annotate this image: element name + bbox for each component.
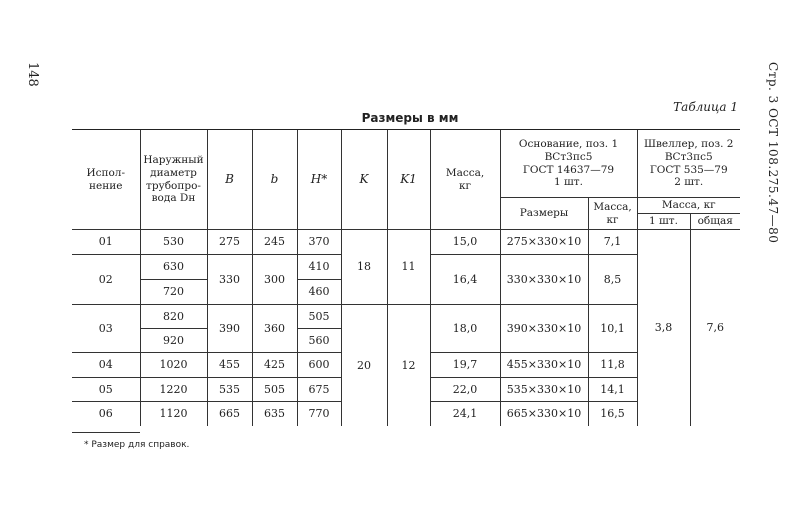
page-number: 148	[25, 62, 40, 87]
cell-isp: 05	[72, 378, 140, 402]
header-B: B	[207, 130, 252, 230]
cell-b: 425	[252, 353, 297, 378]
header-ispolnenie: Испол- нение	[72, 130, 140, 230]
header-shveller: Швеллер, поз. 2 ВСт3пс5 ГОСТ 535—79 2 шт.	[637, 130, 740, 198]
cell-diameter: 920	[140, 329, 207, 353]
cell-massa: 22,0	[430, 378, 500, 402]
table-row	[72, 230, 740, 255]
cell-diameter: 530	[140, 230, 207, 255]
cell-isp: 01	[72, 230, 140, 255]
cell-isp: 03	[72, 305, 140, 353]
cell-K-merged: 20	[341, 305, 387, 426]
cell-diameter: 720	[140, 280, 207, 305]
cell-b: 505	[252, 378, 297, 402]
cell-diameter: 1020	[140, 353, 207, 378]
cell-B: 390	[207, 305, 252, 353]
cell-razmery: 455×330×10	[500, 353, 588, 378]
cell-shv-one-merged: 3,8	[637, 230, 690, 426]
cell-massa: 15,0	[430, 230, 500, 255]
cell-K1-merged: 11	[387, 230, 430, 305]
cell-isp: 06	[72, 402, 140, 426]
cell-B: 455	[207, 353, 252, 378]
cell-K1-merged: 12	[387, 305, 430, 426]
cell-massa: 18,0	[430, 305, 500, 353]
header-osn-massa: Масса, кг	[588, 198, 637, 230]
cell-B: 330	[207, 255, 252, 305]
header-shv-massa: Масса, кг	[637, 198, 740, 214]
header-obshaya: общая	[690, 214, 740, 230]
cell-razmery: 275×330×10	[500, 230, 588, 255]
header-b: b	[252, 130, 297, 230]
cell-osn-massa: 10,1	[588, 305, 637, 353]
table-label: Таблица 1	[673, 100, 738, 114]
cell-osn-massa: 16,5	[588, 402, 637, 426]
cell-H: 460	[297, 280, 341, 305]
cell-isp: 04	[72, 353, 140, 378]
cell-razmery: 330×330×10	[500, 255, 588, 305]
cell-H: 505	[297, 305, 341, 329]
cell-B: 275	[207, 230, 252, 255]
cell-shv-total-merged: 7,6	[690, 230, 740, 426]
cell-H: 410	[297, 255, 341, 280]
table-title: Размеры в мм	[361, 111, 459, 125]
cell-massa: 24,1	[430, 402, 500, 426]
header-osnovanie: Основание, поз. 1 ВСт3пс5 ГОСТ 14637—79 1 шт.	[500, 130, 637, 198]
header-massa: Масса, кг	[430, 130, 500, 230]
cell-H: 370	[297, 230, 341, 255]
document-side-header: Стр. 3 ОСТ 108.275.47—80	[766, 62, 780, 244]
cell-razmery: 535×330×10	[500, 378, 588, 402]
header-diameter: Наружный диаметр трубопро- вода Dн	[140, 130, 207, 230]
cell-H: 560	[297, 329, 341, 353]
cell-massa: 16,4	[430, 255, 500, 305]
cell-osn-massa: 7,1	[588, 230, 637, 255]
cell-b: 245	[252, 230, 297, 255]
cell-B: 665	[207, 402, 252, 426]
cell-massa: 19,7	[430, 353, 500, 378]
cell-B: 535	[207, 378, 252, 402]
cell-H: 600	[297, 353, 341, 378]
footnote-divider	[72, 432, 140, 433]
cell-diameter: 1120	[140, 402, 207, 426]
cell-H: 675	[297, 378, 341, 402]
header-one-sht: 1 шт.	[637, 214, 690, 230]
cell-b: 360	[252, 305, 297, 353]
cell-diameter: 1220	[140, 378, 207, 402]
cell-b: 635	[252, 402, 297, 426]
cell-diameter: 630	[140, 255, 207, 280]
cell-K-merged: 18	[341, 230, 387, 305]
cell-osn-massa: 14,1	[588, 378, 637, 402]
cell-osn-massa: 8,5	[588, 255, 637, 305]
cell-H: 770	[297, 402, 341, 426]
cell-b: 300	[252, 255, 297, 305]
cell-razmery: 390×330×10	[500, 305, 588, 353]
cell-osn-massa: 11,8	[588, 353, 637, 378]
header-razmery: Размеры	[500, 198, 588, 230]
dimensions-table	[72, 129, 740, 426]
cell-isp: 02	[72, 255, 140, 305]
cell-razmery: 665×330×10	[500, 402, 588, 426]
header-K1: K1	[387, 130, 430, 230]
header-K: K	[341, 130, 387, 230]
header-H: H*	[297, 130, 341, 230]
cell-diameter: 820	[140, 305, 207, 329]
footnote: * Размер для справок.	[84, 440, 190, 450]
